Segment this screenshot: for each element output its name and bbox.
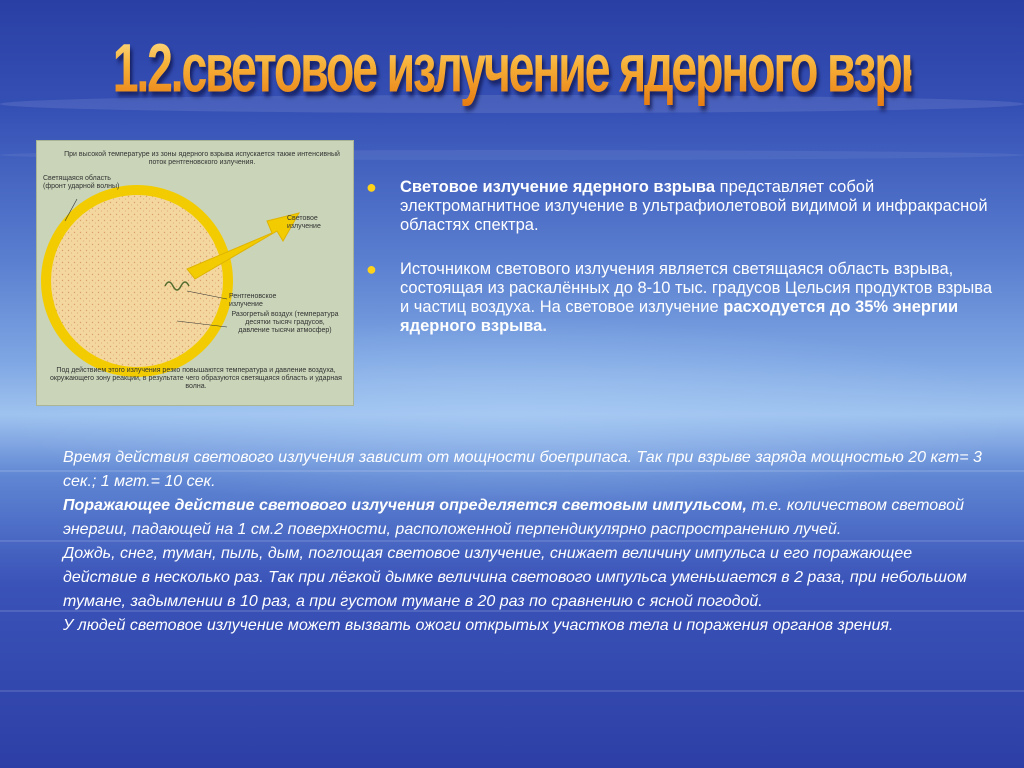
bullet-text: представляет собой электромагнитное излучение в ультрафиолетовой видимой и инфракрасной областях спектра. <box>400 178 988 234</box>
water-line <box>0 690 1024 692</box>
impulse-rest: т.е. количеством световой энергии, падающей на 1 см.2 поверхности, расположенной перпендикулярно распространению лучей. <box>63 497 964 538</box>
bullet-dot-icon: ● <box>366 177 377 197</box>
label-light-radiation: Световое излучение <box>287 215 321 230</box>
bullet-bold: расходуется до 35% энергии ядерного взрыва. <box>400 298 959 335</box>
bullet-dot-icon: ● <box>366 259 377 279</box>
label-hot-air: Разогретый воздух (температура десятки тысяч градусов, давление тысячи атмосфер) <box>231 311 339 334</box>
bullet-text: Источником светового излучения является светящаяся область взрыва, состоящая из раскалённых до 8-10 тыс. градусов Цельсия продуктов взрыва и частиц воздуха. На световое излучение <box>400 260 993 316</box>
slide-title: 1.2.световое излучение ядерного взрыва <box>112 29 988 107</box>
hot-air-core <box>51 195 223 367</box>
label-glowing-area: Светящаяся область (фронт ударной волны) <box>43 175 120 190</box>
bullet-item <box>360 260 1000 336</box>
label-xray: Рентгеновское излучение <box>229 293 277 308</box>
bullet-list <box>360 178 1000 361</box>
bullet-bold: Световое излучение ядерного взрыва <box>400 178 716 196</box>
paragraph-impulse <box>63 494 983 542</box>
figure-caption-top: При высокой температуре из зоны ядерного взрыва испускается также интенсивный поток рентгеновского излучения. <box>64 151 340 166</box>
paragraph-weather: Дождь, снег, туман, пыль, дым, поглощая световое излучение, снижает величину импульса и его поражающее действие в несколько раз. Так при лёгкой дымке величина светового импульса уменьшается в 2 раза, при небольшом тумане, задымлении в 10 раз, а при густом тумане в 20 раз по сравнению с ясной погодой. <box>63 545 967 610</box>
figure-caption-bottom: Под действием этого излучения резко повышаются температура и давление воздуха, окружающего зону реакции, в результате чего образуются светящаяся область и ударная волна. <box>50 367 342 390</box>
explosion-illustration <box>36 140 354 406</box>
impulse-bold: Поражающее действие светового излучения определяется световым импульсом, <box>63 497 747 514</box>
body-text <box>63 446 983 638</box>
bullet-item <box>360 178 1000 235</box>
paragraph-duration: Время действия светового излучения зависит от мощности боеприпаса. Так при взрыве заряда мощностью 20 кгт= 3 сек.; 1 мгт.= 10 сек. <box>63 449 982 490</box>
paragraph-injuries: У людей световое излучение может вызвать ожоги открытых участков тела и поражения органов зрения. <box>63 617 894 634</box>
